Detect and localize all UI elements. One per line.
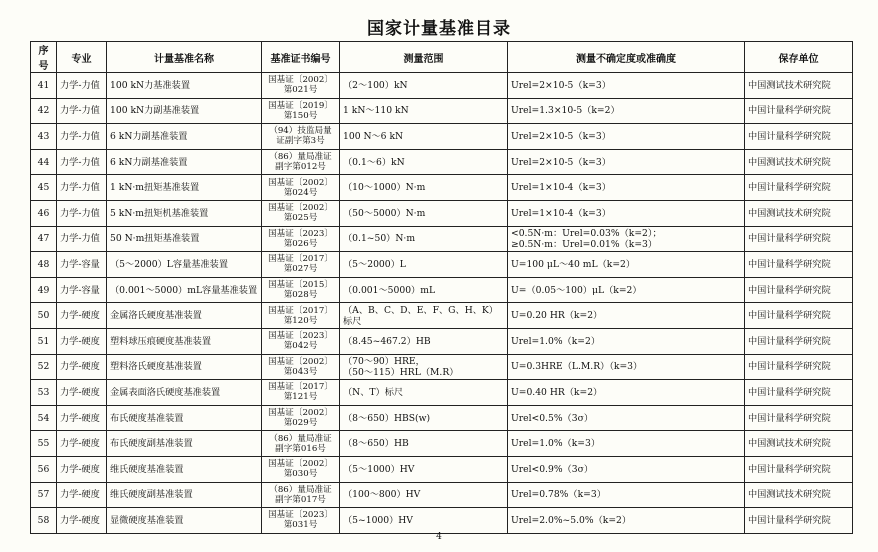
cell-range: 100 N～6 kN — [340, 124, 508, 150]
cell-uncertainty: U=0.20 HR（k=2） — [508, 303, 745, 329]
table-row — [31, 431, 853, 457]
cell-cert: 国基证〔2002〕第025号 — [262, 200, 340, 226]
cell-no: 56 — [31, 456, 57, 482]
cell-unit: 中国测试技术研究院 — [745, 73, 853, 99]
cell-name: 5 kN·m扭矩机基准装置 — [107, 200, 262, 226]
table-row — [31, 328, 853, 354]
cell-name: 布氏硬度基准装置 — [107, 405, 262, 431]
cell-name: （0.001～5000）mL容量基准装置 — [107, 277, 262, 303]
table-row — [31, 354, 853, 380]
cell-uncertainty: Urel=1.3×10-5（k=2） — [508, 98, 745, 124]
cell-no: 52 — [31, 354, 57, 380]
cell-unit: 中国计量科学研究院 — [745, 252, 853, 278]
table-row — [31, 226, 853, 252]
cell-name: 维氏硬度副基准装置 — [107, 482, 262, 508]
cell-no: 47 — [31, 226, 57, 252]
table-header-row — [31, 42, 853, 73]
header-unit: 保存单位 — [745, 42, 853, 73]
cell-no: 58 — [31, 508, 57, 534]
cell-uncertainty: U=0.40 HR（k=2） — [508, 380, 745, 406]
cell-unit: 中国计量科学研究院 — [745, 380, 853, 406]
cell-range: （5～2000）L — [340, 252, 508, 278]
cell-cert: （86）量局准证副字第017号 — [262, 482, 340, 508]
cell-cert: 国基证〔2002〕第030号 — [262, 456, 340, 482]
cell-no: 57 — [31, 482, 57, 508]
page-title: 国家计量基准目录 — [367, 19, 511, 39]
cell-uncertainty: <0.5N·m：Urel=0.03%（k=2）； ≥0.5N·m：Urel=0.01%（k=3） — [508, 226, 745, 252]
table-row — [31, 277, 853, 303]
cell-name: 6 kN力副基准装置 — [107, 149, 262, 175]
table-row — [31, 124, 853, 150]
cell-field: 力学-硬度 — [57, 456, 107, 482]
cell-cert: 国基证〔2002〕第029号 — [262, 405, 340, 431]
cell-uncertainty: Urel=2×10-5（k=3） — [508, 124, 745, 150]
table-row — [31, 456, 853, 482]
cell-unit: 中国计量科学研究院 — [745, 175, 853, 201]
cell-name: 塑料洛氏硬度基准装置 — [107, 354, 262, 380]
cell-uncertainty: Urel=2×10-5（k=3） — [508, 149, 745, 175]
cell-cert: （86）量局准证副字第016号 — [262, 431, 340, 457]
cell-cert: 国基证〔2015〕第028号 — [262, 277, 340, 303]
cell-unit: 中国计量科学研究院 — [745, 303, 853, 329]
cell-unit: 中国计量科学研究院 — [745, 124, 853, 150]
cell-field: 力学-容量 — [57, 252, 107, 278]
cell-no: 43 — [31, 124, 57, 150]
table-row — [31, 252, 853, 278]
cell-no: 48 — [31, 252, 57, 278]
cell-range: （50～5000）N·m — [340, 200, 508, 226]
table-row — [31, 73, 853, 99]
cell-name: 100 kN力基准装置 — [107, 73, 262, 99]
cell-uncertainty: U=0.3HRE（L.M.R）（k=3） — [508, 354, 745, 380]
cell-cert: 国基证〔2019〕第150号 — [262, 98, 340, 124]
cell-unit: 中国测试技术研究院 — [745, 482, 853, 508]
cell-uncertainty: Urel=1×10-4（k=3） — [508, 200, 745, 226]
cell-no: 50 — [31, 303, 57, 329]
cell-field: 力学-硬度 — [57, 508, 107, 534]
cell-field: 力学-力值 — [57, 149, 107, 175]
cell-unit: 中国计量科学研究院 — [745, 456, 853, 482]
cell-range: （0.1~50）N·m — [340, 226, 508, 252]
cell-unit: 中国计量科学研究院 — [745, 98, 853, 124]
cell-uncertainty: U=100 μL～40 mL（k=2） — [508, 252, 745, 278]
standards-table — [30, 41, 853, 534]
cell-uncertainty: Urel=2.0%~5.0%（k=2） — [508, 508, 745, 534]
cell-field: 力学-力值 — [57, 98, 107, 124]
cell-unit: 中国计量科学研究院 — [745, 328, 853, 354]
header-name: 计量基准名称 — [107, 42, 262, 73]
cell-cert: 国基证〔2017〕第121号 — [262, 380, 340, 406]
cell-range: （N、T）标尺 — [340, 380, 508, 406]
cell-cert: 国基证〔2023〕第026号 — [262, 226, 340, 252]
cell-uncertainty: Urel=1.0%（k=2） — [508, 328, 745, 354]
cell-name: 1 kN·m扭矩基准装置 — [107, 175, 262, 201]
cell-range: （8～650）HB — [340, 431, 508, 457]
cell-range: （0.1～6）kN — [340, 149, 508, 175]
cell-uncertainty: Urel=2×10-5（k=3） — [508, 73, 745, 99]
cell-uncertainty: Urel=1.0%（k=3） — [508, 431, 745, 457]
cell-unit: 中国计量科学研究院 — [745, 405, 853, 431]
cell-name: 显微硬度基准装置 — [107, 508, 262, 534]
cell-field: 力学-硬度 — [57, 380, 107, 406]
cell-uncertainty: Urel=0.78%（k=3） — [508, 482, 745, 508]
cell-range: （A、B、C、D、E、F、G、H、K）标尺 — [340, 303, 508, 329]
cell-unit: 中国计量科学研究院 — [745, 277, 853, 303]
cell-range: 1 kN～110 kN — [340, 98, 508, 124]
header-uncertainty: 测量不确定度或准确度 — [508, 42, 745, 73]
table-body — [31, 73, 853, 534]
cell-no: 51 — [31, 328, 57, 354]
cell-range: （8.45~467.2）HB — [340, 328, 508, 354]
cell-no: 49 — [31, 277, 57, 303]
cell-name: （5～2000）L容量基准装置 — [107, 252, 262, 278]
cell-range: （5~1000）HV — [340, 508, 508, 534]
cell-field: 力学-硬度 — [57, 431, 107, 457]
table-row — [31, 508, 853, 534]
cell-field: 力学-硬度 — [57, 303, 107, 329]
cell-name: 50 N·m扭矩基准装置 — [107, 226, 262, 252]
cell-field: 力学-硬度 — [57, 328, 107, 354]
cell-no: 54 — [31, 405, 57, 431]
header-field: 专业 — [57, 42, 107, 73]
header-cert: 基准证书编号 — [262, 42, 340, 73]
cell-name: 金属洛氏硬度基准装置 — [107, 303, 262, 329]
cell-field: 力学-力值 — [57, 226, 107, 252]
table-row — [31, 149, 853, 175]
header-range: 测量范围 — [340, 42, 508, 73]
cell-field: 力学-硬度 — [57, 482, 107, 508]
cell-no: 41 — [31, 73, 57, 99]
table-row — [31, 303, 853, 329]
cell-cert: 国基证〔2023〕第042号 — [262, 328, 340, 354]
cell-uncertainty: Urel<0.9%（3σ） — [508, 456, 745, 482]
page-number: 4 — [436, 532, 442, 542]
cell-range: （100～800）HV — [340, 482, 508, 508]
cell-cert: （94）技监局量证副字第3号 — [262, 124, 340, 150]
cell-cert: （86）量局准证副字第012号 — [262, 149, 340, 175]
table-row — [31, 405, 853, 431]
cell-cert: 国基证〔2002〕第043号 — [262, 354, 340, 380]
cell-field: 力学-硬度 — [57, 405, 107, 431]
table-row — [31, 380, 853, 406]
cell-no: 45 — [31, 175, 57, 201]
cell-field: 力学-容量 — [57, 277, 107, 303]
cell-no: 53 — [31, 380, 57, 406]
cell-range: （8～650）HBS(w) — [340, 405, 508, 431]
cell-cert: 国基证〔2017〕第120号 — [262, 303, 340, 329]
cell-unit: 中国计量科学研究院 — [745, 226, 853, 252]
cell-no: 46 — [31, 200, 57, 226]
cell-range: （0.001～5000）mL — [340, 277, 508, 303]
cell-unit: 中国测试技术研究院 — [745, 431, 853, 457]
cell-field: 力学-力值 — [57, 200, 107, 226]
cell-cert: 国基证〔2017〕第027号 — [262, 252, 340, 278]
table-row — [31, 98, 853, 124]
cell-uncertainty: Urel=1×10-4（k=3） — [508, 175, 745, 201]
cell-unit: 中国计量科学研究院 — [745, 354, 853, 380]
cell-unit: 中国测试技术研究院 — [745, 200, 853, 226]
cell-name: 100 kN力副基准装置 — [107, 98, 262, 124]
cell-field: 力学-硬度 — [57, 354, 107, 380]
cell-unit: 中国计量科学研究院 — [745, 508, 853, 534]
cell-name: 金属表面洛氏硬度基准装置 — [107, 380, 262, 406]
cell-uncertainty: Urel<0.5%（3σ） — [508, 405, 745, 431]
cell-no: 42 — [31, 98, 57, 124]
cell-range: （70～90）HRE， （50～115）HRL（M.R） — [340, 354, 508, 380]
table-row — [31, 482, 853, 508]
cell-unit: 中国测试技术研究院 — [745, 149, 853, 175]
table-row — [31, 175, 853, 201]
table-row — [31, 200, 853, 226]
cell-uncertainty: U=（0.05～100）μL（k=2） — [508, 277, 745, 303]
cell-cert: 国基证〔2002〕第021号 — [262, 73, 340, 99]
cell-field: 力学-力值 — [57, 73, 107, 99]
cell-name: 布氏硬度副基准装置 — [107, 431, 262, 457]
cell-no: 55 — [31, 431, 57, 457]
cell-name: 维氏硬度基准装置 — [107, 456, 262, 482]
cell-name: 塑料球压痕硬度基准装置 — [107, 328, 262, 354]
header-no: 序号 — [31, 42, 57, 73]
cell-range: （5～1000）HV — [340, 456, 508, 482]
cell-cert: 国基证〔2002〕第024号 — [262, 175, 340, 201]
cell-range: （10～1000）N·m — [340, 175, 508, 201]
cell-no: 44 — [31, 149, 57, 175]
cell-name: 6 kN力副基准装置 — [107, 124, 262, 150]
cell-field: 力学-力值 — [57, 175, 107, 201]
cell-field: 力学-力值 — [57, 124, 107, 150]
cell-cert: 国基证〔2023〕第031号 — [262, 508, 340, 534]
cell-range: （2～100）kN — [340, 73, 508, 99]
